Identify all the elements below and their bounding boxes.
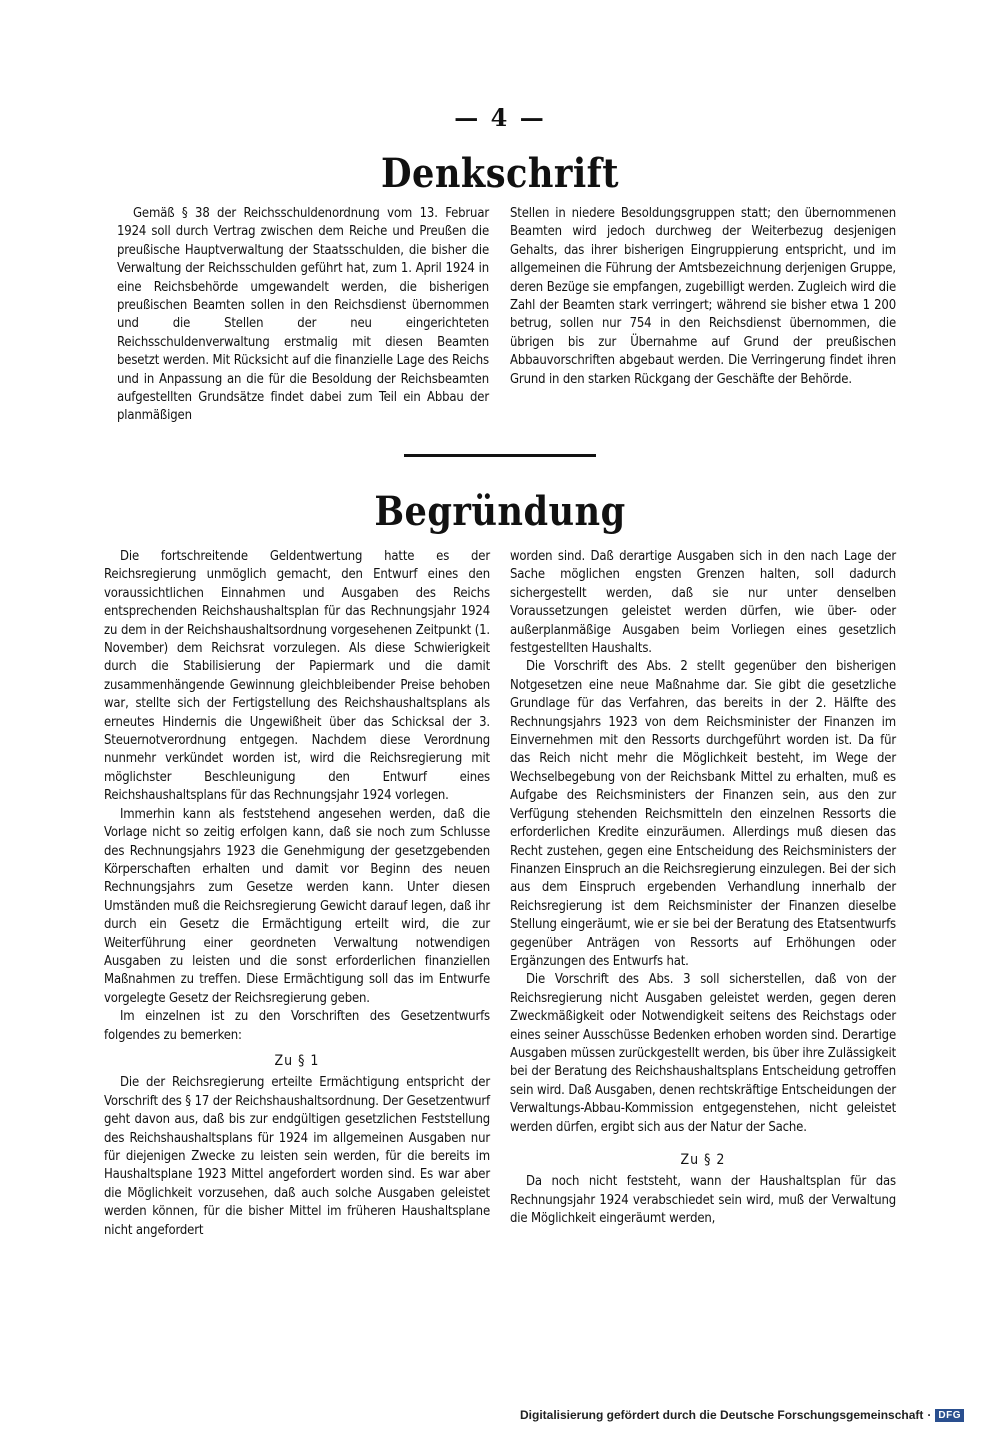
separator: ·	[927, 1408, 932, 1422]
denkschrift-right-column	[510, 205, 896, 389]
page-number: — 4 —	[454, 103, 546, 132]
begruendung-left-column	[104, 548, 490, 1240]
paragraph: Die der Reichsregierung erteilte Ermächtigung entspricht der Vorschrift des § 17 der Reichshaushaltsordnung. Der Gesetzentwurf geht davon aus, daß bis zur endgültigen gesetzlichen Feststellung des Reichshaushaltsplans für 1924 im allgemeinen Ausgaben nur für diejenigen Zwecke zu leisten sein werden, für die bereits im Haushaltsplane 1923 Mittel angefordert worden sind. Es war aber die Möglichkeit vorzusehen, daß auch solche Ausgaben geleistet werden können, für die bisher Mittel im früheren Haushaltsplane nicht angefordert	[104, 1075, 490, 1238]
paragraph: Da noch nicht feststeht, wann der Haushaltsplan für das Rechnungsjahr 1924 verabschiedet sein wird, muß der Verwaltung die Möglichkeit eingeräumt werden,	[510, 1174, 896, 1227]
footer-text: Digitalisierung gefördert durch die Deutsche Forschungsgemeinschaft	[519, 1408, 924, 1422]
paragraph: Die Vorschrift des Abs. 2 stellt gegenüber den bisherigen Notgesetzen eine neue Maßnahme dar. Sie gibt die gesetzliche Grundlage für das Verfahren, das bereits in der 2. Hälfte des Rechnungsjahrs 1923 von dem Reichsminister der Finanzen im Einvernehmen mit den Ressorts durchgeführt worden ist. Da für das Reich nicht mehr die Möglichkeit besteht, im Wege der Wechselbegebung von der Reichsbank Mittel zu erhalten, muß es Aufgabe des Reichsministers der Finanzen sein, aus den zur Verfügung stehenden Reichsmitteln den einzelnen Ressorts die erforderlichen Kredite einzuräumen. Allerdings muß diesen das Recht zustehen, gegen eine Entscheidung des Reichsministers der Finanzen Einspruch an die Reichsregierung einzulegen. Bei der sich aus dem Einspruch ergebenden Verhandlung innerhalb der Reichsregierung ist dem Reichsminister der Finanzen dieselbe Stellung eingeräumt, wie er sie bei der Beratung des Etatsentwurfs gegenüber Anträgen von Ressorts auf Erhöhungen oder Ergänzungen des Entwurfs hat.	[510, 659, 896, 969]
paragraph: Die fortschreitende Geldentwertung hatte es der Reichsregierung unmöglich gemacht, den Entwurf eines den voraussichtlichen Einnahmen und Ausgaben des Reichs entsprechenden Reichshaushaltsplan für das Rechnungsjahr 1924 zu dem in der Reichshaushaltsordnung vorgesehenen Zeitpunkt (1. November) dem Reichsrat vorzulegen. Als diese Schwierigkeit durch die Stabilisierung der Papiermark und die damit zusammenhängende Gewinnung gleichbleibender Preise behoben war, stellte sich der Fertigstellung des Reichshaushaltsplans als erneutes Hindernis die Ungewißheit über das Schicksal der 3. Steuernotverordnung entgegen. Nachdem diese Verordnung nunmehr verkündet worden ist, wird die Reichsregierung mit möglichster Beschleunigung den Entwurf eines Reichshaushaltsplans für das Rechnungsjahr 1924 vorlegen.	[104, 549, 490, 804]
dfg-logo-icon: DFG	[935, 1409, 964, 1422]
section-heading-zu-2: Zu § 2	[680, 1152, 726, 1168]
paragraph: Gemäß § 38 der Reichsschuldenordnung vom 13. Februar 1924 soll durch Vertrag zwischen dem Reiche und Preußen die preußische Hauptverwaltung der Staatsschulden, die bisher die Verwaltung der Reichsschulden geführt hat, zum 1. April 1924 in eine Reichsbehörde umgewandelt werden, die bisherigen preußischen Beamten sollen in den Reichsdienst übernommen und die Stellen der neu eingerichteten Reichsschuldenverwaltung erstmalig mit diesen Beamten besetzt werden. Mit Rücksicht auf die finanzielle Lage des Reichs und in Anpassung an die für die Besoldung der Reichsbeamten aufgestellten Grundsätze findet dabei zum Teil ein Abbau der planmäßigen	[117, 206, 489, 424]
paragraph: Die Vorschrift des Abs. 3 soll sicherstellen, daß von der Reichsregierung nicht Ausgaben geleistet werden, gegen deren Zweckmäßigkeit oder Notwendigkeit seitens des Reichstags oder eines seiner Ausschüsse Bedenken erhoben worden sind. Derartige Ausgaben müssen zurückgestellt werden, bis über ihre Zulässigkeit bei der Beratung des Reichshaushaltsplans Entscheidung getroffen sein wird. Daß Ausgaben, denen rechtskräftige Entscheidungen der Verwaltungs-Abbau-Kommission entgegenstehen, nicht geleistet werden dürfen, ergibt sich aus der Natur der Sache.	[510, 972, 896, 1135]
paragraph: worden sind. Daß derartige Ausgaben sich in den nach Lage der Sache möglichen engsten Grenzen halten, soll dadurch sichergestellt werden, daß sie nur unter denselben Voraussetzungen geleistet werden dürfen, wie über- oder außerplanmäßige Ausgaben beim Vorliegen eines gesetzlich festgestellten Haushalts.	[510, 549, 896, 657]
begruendung-right-column	[510, 548, 896, 1229]
section-heading-zu-1: Zu § 1	[274, 1052, 320, 1069]
begruendung-title: Begründung	[374, 488, 626, 535]
footer	[520, 1408, 964, 1422]
denkschrift-left-column	[117, 205, 489, 426]
paragraph: Immerhin kann als feststehend angesehen werden, daß die Vorlage nicht so zeitig erfolgen kann, daß sie noch zum Schlusse des Rechnungsjahrs 1923 die Genehmigung der gesetzgebenden Körperschaften erhalten und damit vor Beginn des neuen Rechnungsjahrs zum Gesetze werden kann. Unter diesen Umständen muß die Reichsregierung Gewicht darauf legen, daß ihr durch ein Gesetz die Ermächtigung erteilt wird, die zur Weiterführung einer geordneten Verwaltung notwendigen Ausgaben zu leisten und die sonst erforderlichen finanziellen Maßnahmen zu treffen. Diese Ermächtigung soll das im Entwurfe vorgelegte Gesetz der Reichsregierung geben.	[104, 806, 490, 1006]
section-divider	[404, 454, 596, 457]
denkschrift-title: Denkschrift	[381, 150, 619, 197]
paragraph: Stellen in niedere Besoldungsgruppen statt; den übernommenen Beamten wird jedoch durchweg der Weiterbezug desjenigen Gehalts, das ihrer bisherigen Eingruppierung entspricht, und im allgemeinen die Führung der Amtsbezeichnung derjenigen Gruppe, deren Bezüge sie empfangen, zugebilligt werden. Zugleich wird die Zahl der Beamten stark verringert; während sie bisher etwa 1 200 betrug, sollen nur 754 in den Reichsdienst übernommen, die übrigen bis zur Übernahme auf Grund der preußischen Abbauvorschriften abgebaut werden. Die Verringerung findet ihren Grund in den starken Rückgang der Geschäfte der Behörde.	[510, 206, 896, 387]
paragraph: Im einzelnen ist zu den Vorschriften des Gesetzentwurfs folgendes zu bemerken:	[104, 1009, 490, 1043]
